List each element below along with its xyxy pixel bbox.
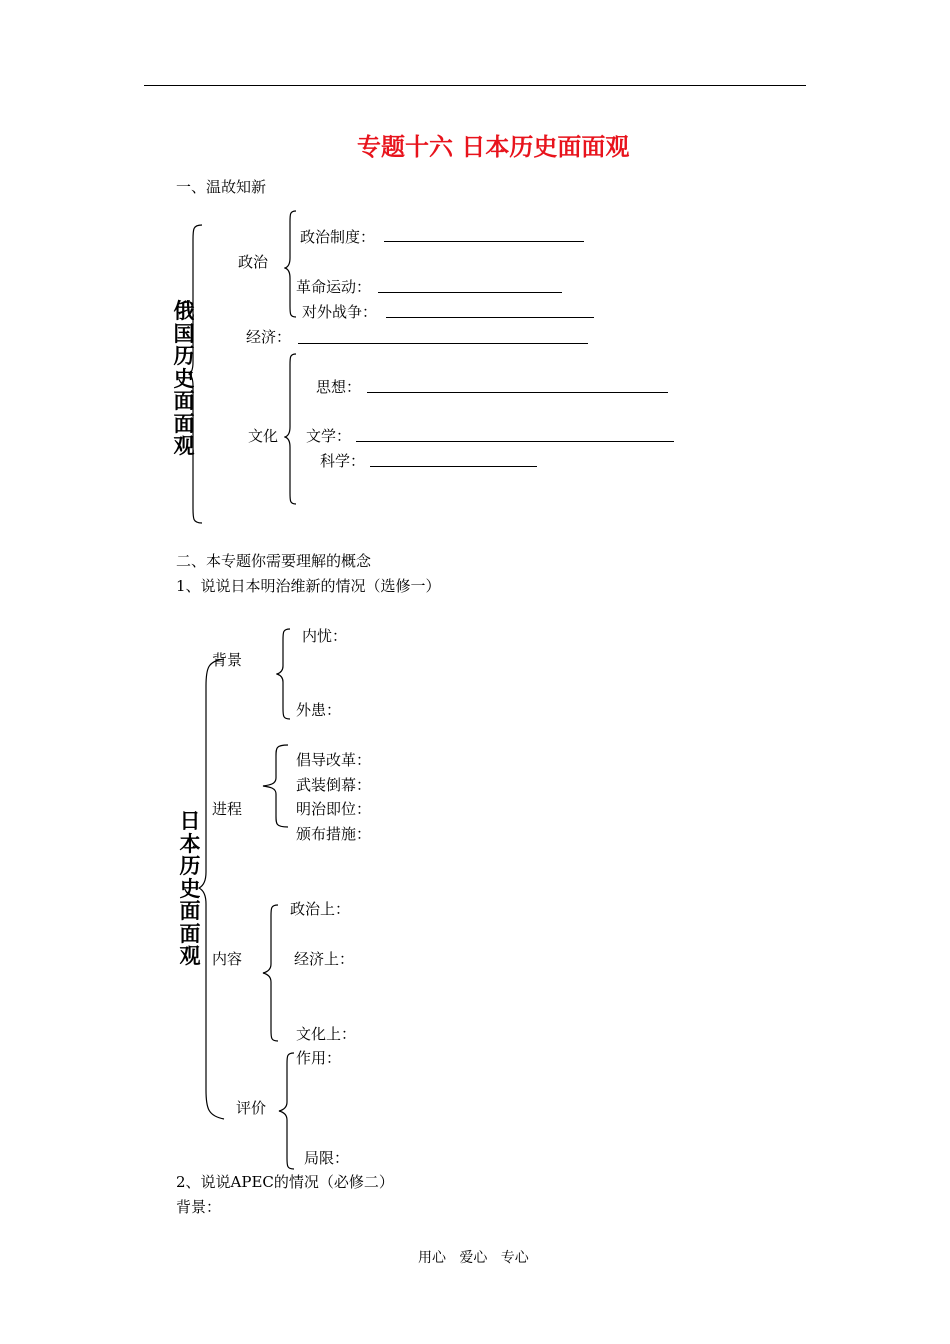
- cultural-on-label: 文化上：: [296, 1025, 357, 1043]
- culture-label: 文化: [248, 427, 279, 445]
- armed-label: 武装倒幕：: [296, 776, 372, 794]
- vtitle-char: 俄: [173, 299, 195, 323]
- vtitle-char: 观: [173, 434, 195, 458]
- foreign-war-blank: [386, 317, 594, 318]
- page-footer: 用心 爱心 专心: [418, 1250, 529, 1266]
- internal-label: 内忧：: [302, 627, 348, 645]
- header-rule: [144, 85, 806, 86]
- reform-label: 倡导改革：: [296, 751, 372, 769]
- culture-brace: [284, 353, 298, 505]
- process-brace: [262, 744, 290, 828]
- main-brace: [188, 224, 204, 524]
- question-2: 2、说说APEC的情况（必修二）: [176, 1173, 394, 1191]
- politics-brace: [284, 210, 298, 318]
- foreign-war-label: 对外战争：: [302, 303, 378, 321]
- background-label: 背景: [212, 651, 243, 669]
- vtitle-char: 日: [179, 809, 201, 833]
- measures-label: 颁布措施：: [296, 825, 372, 843]
- economic-on-label: 经济上：: [294, 950, 355, 968]
- literature-blank: [356, 441, 674, 442]
- external-label: 外患：: [296, 701, 342, 719]
- economy-blank: [298, 343, 588, 344]
- section1-heading: 一、温故知新: [176, 178, 267, 196]
- content-brace: [262, 904, 280, 1042]
- vtitle-char: 面: [179, 921, 201, 946]
- section2-heading: 二、本专题你需要理解的概念: [176, 552, 372, 570]
- background-brace: [276, 628, 292, 720]
- revolution-label: 革命运动：: [296, 278, 372, 296]
- content-label: 内容: [212, 950, 243, 968]
- thought-label: 思想：: [316, 378, 362, 396]
- science-label: 科学：: [320, 452, 366, 470]
- evaluation-brace: [278, 1052, 296, 1170]
- page-title: 专题十六 日本历史面面观: [357, 133, 630, 161]
- vtitle-char: 面: [179, 899, 201, 923]
- vtitle-char: 面: [173, 389, 195, 413]
- meiji-main-brace: [198, 658, 226, 1120]
- vtitle-char: 面: [173, 411, 195, 436]
- politics-label: 政治: [238, 253, 269, 271]
- vtitle-char: 观: [179, 944, 201, 968]
- question-1: 1、说说日本明治维新的情况（选修一）: [176, 577, 441, 595]
- vtitle-char: 国: [173, 321, 195, 346]
- economy-label: 经济：: [246, 328, 292, 346]
- vtitle-char: 历: [179, 854, 201, 878]
- vtitle-char: 本: [179, 831, 201, 856]
- meiji-label: 明治即位：: [296, 800, 372, 818]
- vtitle-char: 历: [173, 344, 195, 368]
- limit-label: 局限：: [304, 1149, 350, 1167]
- process-label: 进程: [212, 800, 243, 818]
- evaluation-label: 评价: [236, 1099, 267, 1117]
- science-blank: [370, 466, 537, 467]
- vtitle-char: 史: [179, 876, 201, 901]
- vtitle-char: 史: [173, 366, 195, 391]
- political-system-label: 政治制度：: [300, 228, 376, 246]
- literature-label: 文学：: [306, 427, 352, 445]
- political-on-label: 政治上：: [290, 900, 351, 918]
- effect-label: 作用：: [296, 1049, 342, 1067]
- political-system-blank: [384, 241, 584, 242]
- apec-background-label: 背景：: [176, 1198, 222, 1216]
- thought-blank: [367, 392, 668, 393]
- revolution-blank: [378, 292, 562, 293]
